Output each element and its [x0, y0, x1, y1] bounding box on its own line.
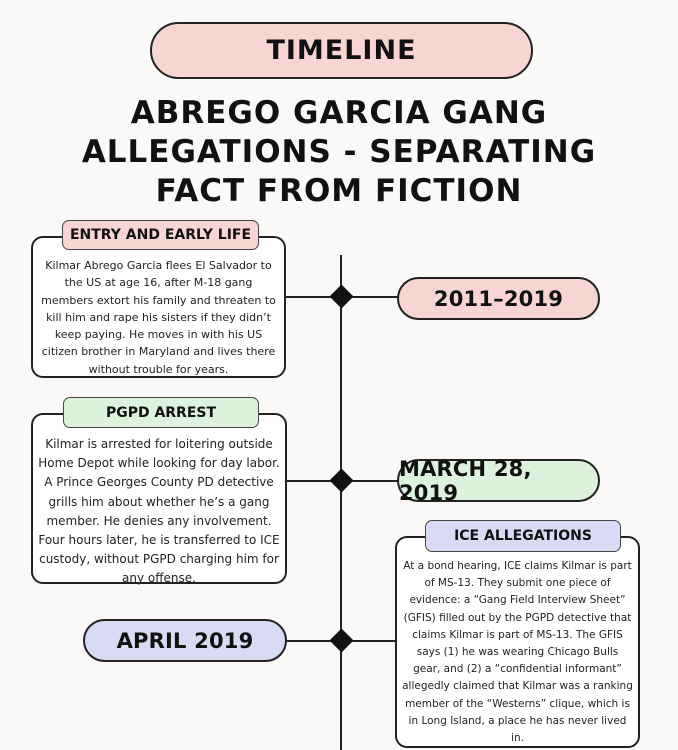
event-card-pgpd-arrest	[31, 413, 287, 584]
event-card-ice-allegations	[395, 536, 640, 748]
date-pill-2011-2019	[397, 277, 600, 320]
page-title-line-3: FACT FROM FICTION	[155, 173, 523, 209]
page-title-line-2: ALLEGATIONS - SEPARATING	[81, 134, 597, 170]
timeline-spine	[340, 255, 342, 750]
event-text: Kilmar Abrego Garcia flees El Salvador to the US at age 16, after M-18 gang members extort his family and threaten to kill him and rape his sisters if they didn’t keep paying. He moves in with his US citizen brother in Maryland and lives there without trouble for years.	[41, 259, 276, 376]
event-text: At a bond hearing, ICE claims Kilmar is part of MS-13. They submit one piece of evidence: a “Gang Field Interview Sheet” (GFIS) filled out by the PGPD detective that claims Kilmar is part of MS-13. The GFIS says (1) he was wearing Chicago Bulls gear, and (2) a “confidential informant” allegedly claimed that Kilmar was a ranking member of the “Westerns” clique, which is in Long Island, a place he has never lived in.	[402, 560, 633, 745]
event-card-entry	[31, 236, 286, 378]
timeline-badge	[150, 22, 533, 79]
timeline-marker-1	[329, 284, 353, 308]
event-label-text: ICE ALLEGATIONS	[454, 528, 592, 544]
date-pill-april-2019	[83, 619, 287, 662]
timeline-marker-2	[329, 468, 353, 492]
event-label-ice-allegations	[425, 520, 621, 552]
page-title	[0, 94, 678, 211]
event-label-text: ENTRY AND EARLY LIFE	[69, 227, 252, 243]
date-pill-march-28-2019	[397, 456, 600, 505]
event-label-text: PGPD ARREST	[105, 404, 217, 421]
date-text: MARCH 28, 2019	[399, 456, 532, 505]
date-text: 2011–2019	[433, 286, 564, 311]
timeline-badge-text: TIMELINE	[266, 35, 417, 66]
event-label-entry	[62, 220, 259, 250]
event-text: Kilmar is arrested for loitering outside Home Depot while looking for day labor. A Prince Georges County PD detective grills him about whether he’s a gang member. He denies any involvement. Four hours later, he is transferred to ICE custody, without PGPD charging him for any offense.	[38, 437, 280, 586]
timeline-marker-3	[329, 628, 353, 652]
event-label-pgpd-arrest	[63, 397, 259, 428]
page-title-line-1: ABREGO GARCIA GANG	[130, 95, 548, 131]
date-text: APRIL 2019	[116, 628, 254, 653]
